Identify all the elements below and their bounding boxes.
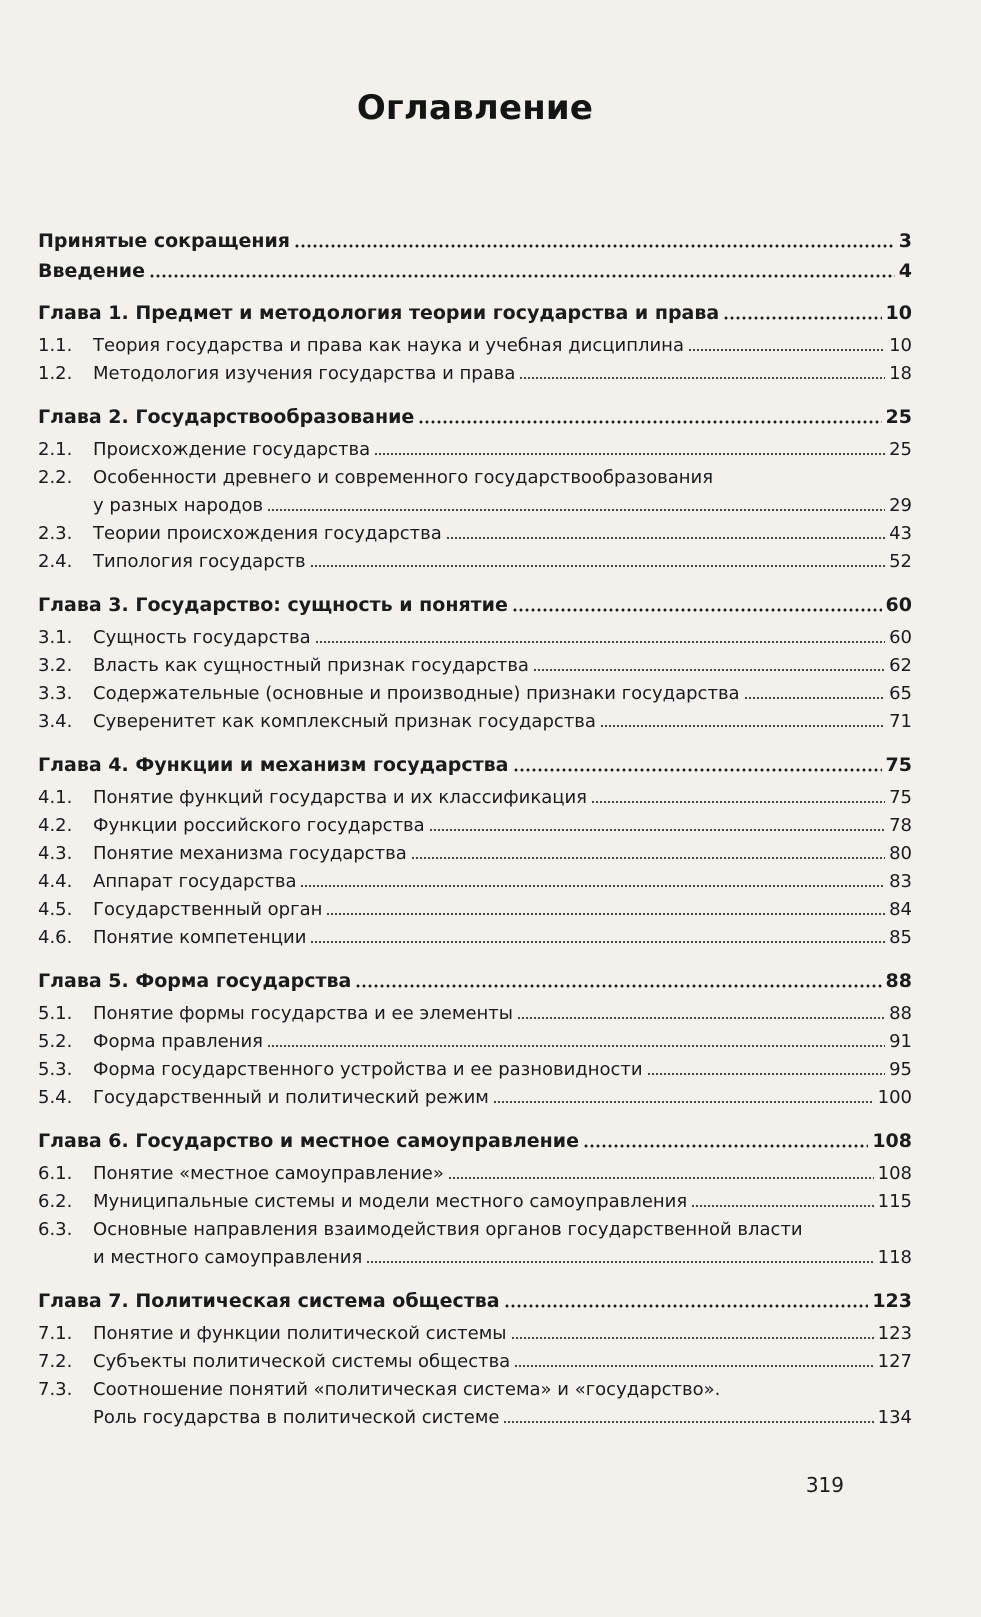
toc-section-page: 62 bbox=[889, 655, 912, 676]
toc-chapter-page: 108 bbox=[872, 1130, 912, 1152]
toc-section-label: Понятие функций государства и их классификация bbox=[93, 787, 587, 808]
toc-section-number: 3.3. bbox=[38, 683, 73, 704]
toc-section-label: Теория государства и права как наука и учебная дисциплина bbox=[93, 335, 684, 356]
toc-section-number: 5.3. bbox=[38, 1059, 73, 1080]
toc-section-list bbox=[38, 1320, 912, 1432]
toc-section-page: 29 bbox=[889, 495, 912, 516]
toc-chapter-label: Глава 4. Функции и механизм государства bbox=[38, 754, 509, 776]
toc-section-label-line bbox=[93, 1244, 912, 1272]
toc-section-number: 7.2. bbox=[38, 1351, 73, 1372]
toc-section-page: 60 bbox=[889, 627, 912, 648]
toc-section-label: Происхождение государства bbox=[93, 439, 371, 460]
toc-section-entry[interactable] bbox=[38, 360, 912, 388]
dot-leader bbox=[267, 1043, 885, 1049]
toc-section-entry[interactable] bbox=[38, 896, 912, 924]
dot-leader bbox=[411, 855, 885, 861]
toc-section-page: 118 bbox=[877, 1247, 912, 1268]
toc-section-label: Форма государственного устройства и ее разновидности bbox=[93, 1059, 643, 1080]
toc-section-number: 6.1. bbox=[38, 1163, 73, 1184]
toc-section-number: 3.2. bbox=[38, 655, 73, 676]
toc-section-label: Власть как сущностный признак государства bbox=[93, 655, 529, 676]
toc-section-entry[interactable] bbox=[38, 784, 912, 812]
toc-chapter-entry[interactable] bbox=[38, 1286, 912, 1316]
dot-leader bbox=[723, 315, 881, 321]
toc-section-number: 3.4. bbox=[38, 711, 73, 732]
toc-chapter-entry[interactable] bbox=[38, 298, 912, 328]
toc-section-page: 80 bbox=[889, 843, 912, 864]
toc-section-page: 85 bbox=[889, 927, 912, 948]
toc-section-label: Понятие механизма государства bbox=[93, 843, 407, 864]
toc-section-page: 71 bbox=[889, 711, 912, 732]
toc-section-number: 2.1. bbox=[38, 439, 73, 460]
toc-chapter-entry[interactable] bbox=[38, 402, 912, 432]
toc-section-page: 115 bbox=[877, 1191, 912, 1212]
toc-section-page: 100 bbox=[877, 1087, 912, 1108]
toc-section-entry[interactable] bbox=[38, 1000, 912, 1028]
toc-section-number: 4.5. bbox=[38, 899, 73, 920]
toc-section-entry[interactable] bbox=[38, 1320, 912, 1348]
toc-section-label: Субъекты политической системы общества bbox=[93, 1351, 511, 1372]
dot-leader bbox=[429, 827, 885, 833]
dot-leader bbox=[591, 799, 885, 805]
toc-entry-page: 4 bbox=[898, 260, 912, 282]
toc-section-label: Муниципальные системы и модели местного самоуправления bbox=[93, 1191, 688, 1212]
toc-section-list bbox=[38, 624, 912, 736]
toc-chapter-page: 60 bbox=[885, 594, 912, 616]
toc-section-number: 4.3. bbox=[38, 843, 73, 864]
toc-section-page: 78 bbox=[889, 815, 912, 836]
toc-section-list bbox=[38, 436, 912, 576]
dot-leader bbox=[446, 535, 885, 541]
toc-section-page: 127 bbox=[877, 1351, 912, 1372]
toc-section-page: 18 bbox=[889, 363, 912, 384]
toc-chapter-label: Глава 3. Государство: сущность и понятие bbox=[38, 594, 508, 616]
toc-section-label: Государственный орган bbox=[93, 899, 323, 920]
toc-section-number: 6.2. bbox=[38, 1191, 73, 1212]
dot-leader bbox=[691, 1203, 873, 1209]
toc-section-number: 5.2. bbox=[38, 1031, 73, 1052]
dot-leader bbox=[517, 1015, 885, 1021]
toc-section-entry[interactable] bbox=[38, 332, 912, 360]
table-of-contents bbox=[38, 226, 912, 1432]
dot-leader bbox=[688, 347, 885, 353]
toc-section-entry[interactable] bbox=[38, 924, 912, 952]
toc-section-label: Сущность государства bbox=[93, 627, 311, 648]
toc-chapter-label: Глава 6. Государство и местное самоуправление bbox=[38, 1130, 579, 1152]
toc-section-entry[interactable] bbox=[38, 548, 912, 576]
toc-chapter-label: Глава 1. Предмет и методология теории государства и права bbox=[38, 302, 720, 324]
toc-section-entry[interactable] bbox=[38, 520, 912, 548]
toc-section-label-continuation: и местного самоуправления bbox=[93, 1247, 363, 1268]
dot-leader bbox=[514, 1363, 873, 1369]
toc-section-page: 134 bbox=[877, 1407, 912, 1428]
toc-entry-page: 3 bbox=[898, 230, 912, 252]
toc-section-entry[interactable] bbox=[38, 680, 912, 708]
toc-section-number: 2.3. bbox=[38, 523, 73, 544]
dot-leader bbox=[310, 939, 885, 945]
toc-section-page: 91 bbox=[889, 1031, 912, 1052]
toc-section-entry[interactable] bbox=[38, 1028, 912, 1056]
toc-section-list bbox=[38, 1000, 912, 1112]
toc-section-page: 25 bbox=[889, 439, 912, 460]
toc-section-label: Теории происхождения государства bbox=[93, 523, 442, 544]
dot-leader bbox=[533, 667, 885, 673]
dot-leader bbox=[267, 507, 885, 513]
toc-section-label: Понятие формы государства и ее элементы bbox=[93, 1003, 513, 1024]
toc-chapter-label: Глава 7. Политическая система общества bbox=[38, 1290, 500, 1312]
toc-section-list bbox=[38, 1160, 912, 1272]
toc-chapter-page: 75 bbox=[885, 754, 912, 776]
toc-section-number: 4.6. bbox=[38, 927, 73, 948]
toc-section-label-line: Особенности древнего и современного государствообразования bbox=[93, 467, 714, 488]
toc-entry-label: Введение bbox=[38, 260, 145, 282]
toc-chapter-page: 10 bbox=[885, 302, 912, 324]
toc-section-number: 4.4. bbox=[38, 871, 73, 892]
toc-section-number: 2.4. bbox=[38, 551, 73, 572]
dot-leader bbox=[600, 723, 885, 729]
toc-top-entry[interactable] bbox=[38, 256, 912, 286]
dot-leader bbox=[493, 1099, 874, 1105]
toc-section-entry[interactable] bbox=[38, 708, 912, 736]
dot-leader bbox=[504, 1303, 869, 1309]
toc-section-body bbox=[93, 1376, 912, 1432]
toc-section-entry[interactable] bbox=[38, 652, 912, 680]
toc-chapter-page: 88 bbox=[885, 970, 912, 992]
toc-section-entry[interactable] bbox=[38, 1056, 912, 1084]
toc-section-page: 83 bbox=[889, 871, 912, 892]
toc-section-label-line bbox=[93, 1404, 912, 1432]
toc-chapter-page: 25 bbox=[885, 406, 912, 428]
toc-section-number: 7.3. bbox=[38, 1379, 73, 1400]
toc-section-page: 88 bbox=[889, 1003, 912, 1024]
toc-section-number: 6.3. bbox=[38, 1219, 73, 1240]
toc-section-entry[interactable] bbox=[38, 1376, 912, 1432]
toc-section-label: Форма правления bbox=[93, 1031, 263, 1052]
page-title: Оглавление bbox=[356, 88, 594, 128]
toc-section-entry[interactable] bbox=[38, 868, 912, 896]
dot-leader bbox=[744, 695, 886, 701]
toc-section-page: 123 bbox=[877, 1323, 912, 1344]
dot-leader bbox=[366, 1259, 873, 1265]
toc-section-label-line bbox=[93, 492, 912, 520]
toc-section-entry[interactable] bbox=[38, 624, 912, 652]
dot-leader bbox=[503, 1419, 873, 1425]
toc-chapter-entry[interactable] bbox=[38, 966, 912, 996]
toc-section-list bbox=[38, 784, 912, 952]
dot-leader bbox=[326, 911, 885, 917]
toc-section-number: 2.2. bbox=[38, 467, 73, 488]
toc-section-body bbox=[93, 464, 912, 520]
toc-section-page: 95 bbox=[889, 1059, 912, 1080]
toc-chapter-entry[interactable] bbox=[38, 590, 912, 620]
dot-leader bbox=[294, 243, 895, 249]
dot-leader bbox=[512, 607, 882, 613]
toc-section-number: 7.1. bbox=[38, 1323, 73, 1344]
toc-section-label: Понятие и функции политической системы bbox=[93, 1323, 507, 1344]
dot-leader bbox=[511, 1335, 874, 1341]
toc-section-page: 10 bbox=[889, 335, 912, 356]
toc-section-label: Суверенитет как комплексный признак государства bbox=[93, 711, 596, 732]
toc-section-label: Аппарат государства bbox=[93, 871, 297, 892]
toc-section-label: Функции российского государства bbox=[93, 815, 425, 836]
toc-chapter-label: Глава 5. Форма государства bbox=[38, 970, 352, 992]
toc-section-number: 4.2. bbox=[38, 815, 73, 836]
toc-section-entry[interactable] bbox=[38, 1160, 912, 1188]
toc-section-label: Понятие компетенции bbox=[93, 927, 307, 948]
toc-section-number: 4.1. bbox=[38, 787, 73, 808]
toc-section-page: 65 bbox=[889, 683, 912, 704]
dot-leader bbox=[374, 451, 885, 457]
toc-section-number: 5.1. bbox=[38, 1003, 73, 1024]
toc-entry-label: Принятые сокращения bbox=[38, 230, 291, 252]
dot-leader bbox=[513, 767, 882, 773]
toc-section-label: Содержательные (основные и производные) признаки государства bbox=[93, 683, 740, 704]
toc-section-page: 108 bbox=[877, 1163, 912, 1184]
toc-section-list bbox=[38, 332, 912, 388]
toc-section-label: Понятие «местное самоуправление» bbox=[93, 1163, 444, 1184]
toc-section-label: Типология государств bbox=[93, 551, 306, 572]
toc-section-entry[interactable] bbox=[38, 812, 912, 840]
toc-section-label-continuation: у разных народов bbox=[93, 495, 264, 516]
toc-section-number: 3.1. bbox=[38, 627, 73, 648]
toc-section-page: 52 bbox=[889, 551, 912, 572]
toc-section-entry[interactable] bbox=[38, 464, 912, 520]
toc-section-label-line: Соотношение понятий «политическая система» и «государство». bbox=[93, 1379, 721, 1400]
toc-page bbox=[38, 0, 912, 1617]
toc-chapter-entry[interactable] bbox=[38, 750, 912, 780]
dot-leader bbox=[647, 1071, 885, 1077]
dot-leader bbox=[355, 983, 881, 989]
toc-section-page: 43 bbox=[889, 523, 912, 544]
toc-section-entry[interactable] bbox=[38, 1084, 912, 1112]
toc-section-page: 84 bbox=[889, 899, 912, 920]
toc-chapter-entry[interactable] bbox=[38, 1126, 912, 1156]
dot-leader bbox=[519, 375, 885, 381]
toc-chapter-page: 123 bbox=[872, 1290, 912, 1312]
toc-section-label-continuation: Роль государства в политической системе bbox=[93, 1407, 500, 1428]
toc-section-page: 75 bbox=[889, 787, 912, 808]
dot-leader bbox=[149, 273, 895, 279]
toc-section-label: Методология изучения государства и права bbox=[93, 363, 516, 384]
toc-chapter-label: Глава 2. Государствообразование bbox=[38, 406, 415, 428]
dot-leader bbox=[418, 419, 881, 425]
toc-section-number: 1.1. bbox=[38, 335, 73, 356]
dot-leader bbox=[448, 1175, 874, 1181]
toc-section-entry[interactable] bbox=[38, 840, 912, 868]
toc-section-body bbox=[93, 1216, 912, 1272]
dot-leader bbox=[583, 1143, 868, 1149]
toc-section-number: 5.4. bbox=[38, 1087, 73, 1108]
page-number: 319 bbox=[805, 1473, 844, 1497]
toc-section-label-line: Основные направления взаимодействия органов государственной власти bbox=[93, 1219, 803, 1240]
dot-leader bbox=[315, 639, 885, 645]
toc-top-entry[interactable] bbox=[38, 226, 912, 256]
toc-section-entry[interactable] bbox=[38, 1216, 912, 1272]
toc-section-label: Государственный и политический режим bbox=[93, 1087, 489, 1108]
toc-section-number: 1.2. bbox=[38, 363, 73, 384]
dot-leader bbox=[310, 563, 885, 569]
dot-leader bbox=[300, 883, 885, 889]
toc-section-entry[interactable] bbox=[38, 1348, 912, 1376]
toc-section-entry[interactable] bbox=[38, 1188, 912, 1216]
toc-section-entry[interactable] bbox=[38, 436, 912, 464]
